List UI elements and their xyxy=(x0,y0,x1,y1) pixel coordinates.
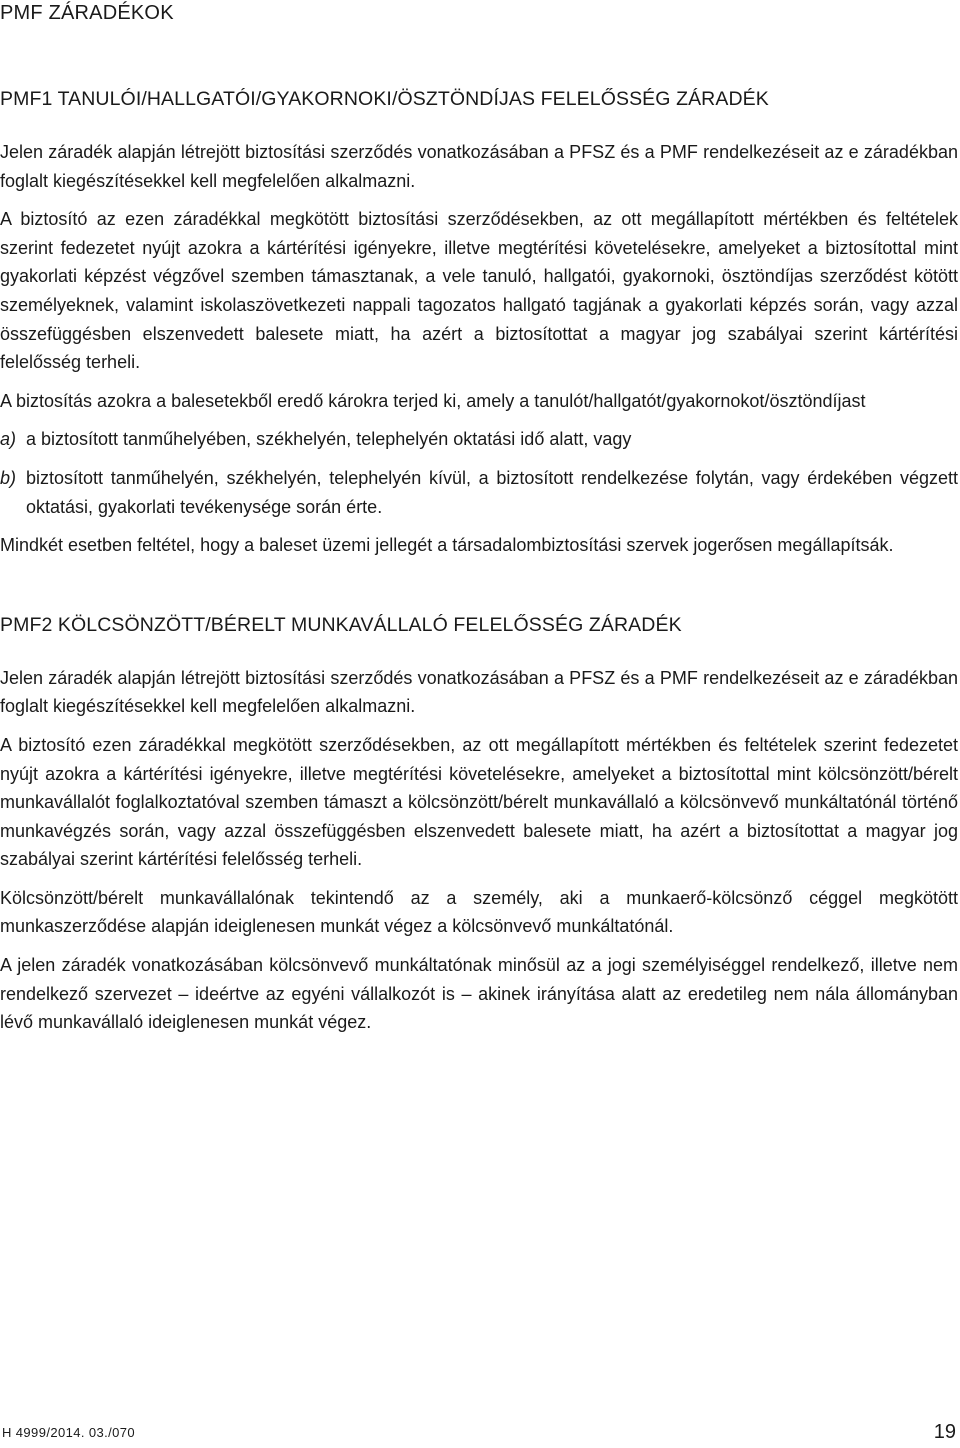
paragraph: A biztosító az ezen záradékkal megkötött biztosítási szerződésekben, az ott megállapított mértékben és feltételek szerint fedezetet nyújt azokra a kártérítési igényekre, illetve megtérítési követelésekre, amelyeket a biztosítottal mint gyakorlati képzést végzővel szemben támasztanak, a vele tanuló, hallgatói, gyakornoki, ösztöndíjas szerződést kötött személyeknek, valamint iskolaszövetkezeti nappali tagozatos hallgató tagjának a gyakorlati képzés során, vagy azzal összefüggésben elszenvedett balesete miatt, ha azért a biztosítottat a magyar jog szabályai szerint kártérítési felelősség terheli. xyxy=(0,209,958,373)
document-body xyxy=(0,86,958,1037)
list-item-text: a biztosított tanműhelyében, székhelyén, telephelyén oktatási idő alatt, vagy xyxy=(26,429,632,450)
paragraph: Mindkét esetben feltétel, hogy a baleset üzemi jellegét a társadalombiztosítási szervek jogerősen megállapítsák. xyxy=(0,535,894,556)
page-number: 19 xyxy=(933,1421,956,1443)
paragraph: Jelen záradék alapján létrejött biztosítási szerződés vonatkozásában a PFSZ és a PMF rendelkezéseit az e záradékban foglalt kiegészítésekkel kell megfelelően alkalmazni. xyxy=(0,142,958,191)
list-item-label: b) xyxy=(0,467,17,488)
paragraph: Jelen záradék alapján létrejött biztosítási szerződés vonatkozásában a PFSZ és a PMF rendelkezéseit az e záradékban foglalt kiegészítésekkel kell megfelelően alkalmazni. xyxy=(0,667,958,717)
paragraph: A biztosítás azokra a balesetekből eredő károkra terjed ki, amely a tanulót/hallgatót/gyakornokot/ösztöndíjast xyxy=(0,390,866,411)
list-item-label: a) xyxy=(0,429,17,450)
document-code: H 4999/2014. 03./070 xyxy=(2,1425,136,1440)
list-item-text: biztosított tanműhelyén, székhelyén, telephelyén kívül, a biztosított rendelkezése folytán, vagy érdekében végzett oktatási, gyakorlati tevékenysége során érte. xyxy=(26,467,958,517)
page-title: PMF ZÁRADÉKOK xyxy=(0,2,174,24)
paragraph: Kölcsönzött/bérelt munkavállalónak tekintendő az a személy, aki a munkaerő-kölcsönző céggel megkötött munkaszerződése alapján ideiglenesen munkát végez a kölcsönvevő munkáltatónál. xyxy=(0,887,958,937)
section-title: PMF1 TANULÓI/HALLGATÓI/GYAKORNOKI/ÖSZTÖNDÍJAS FELELŐSSÉG ZÁRADÉK xyxy=(0,88,769,110)
section-pmf1 xyxy=(0,86,958,560)
paragraph: A jelen záradék vonatkozásában kölcsönvevő munkáltatónak minősül az a jogi személyiséggel rendelkező, illetve nem rendelkező szervezet – ideértve az egyéni vállalkozót is – akinek irányítása alatt az eredetileg nem nála állományban lévő munkavállaló ideiglenesen munkát végez. xyxy=(0,955,958,1033)
section-pmf2 xyxy=(0,612,958,1037)
section-title: PMF2 KÖLCSÖNZÖTT/BÉRELT MUNKAVÁLLALÓ FELELŐSSÉG ZÁRADÉK xyxy=(0,613,682,636)
list-item xyxy=(0,464,958,521)
list-item xyxy=(0,425,958,454)
paragraph: A biztosító ezen záradékkal megkötött szerződésekben, az ott megállapított mértékben és feltételek szerint fedezetet nyújt azokra a kártérítési igényekre, illetve megtérítési követelésekre, amelyeket a biztosítottal mint kölcsönzött/bérelt munkavállalót foglalkoztatóval szemben támaszt a kölcsönzött/bérelt munkavállaló a kölcsönvevő munkáltatónál történő munkavégzés során, vagy azzal összefüggésben elszenvedett balesete miatt, ha azért a biztosítottat a magyar jog szabályai szerint kártérítési felelősség terheli. xyxy=(0,734,958,870)
